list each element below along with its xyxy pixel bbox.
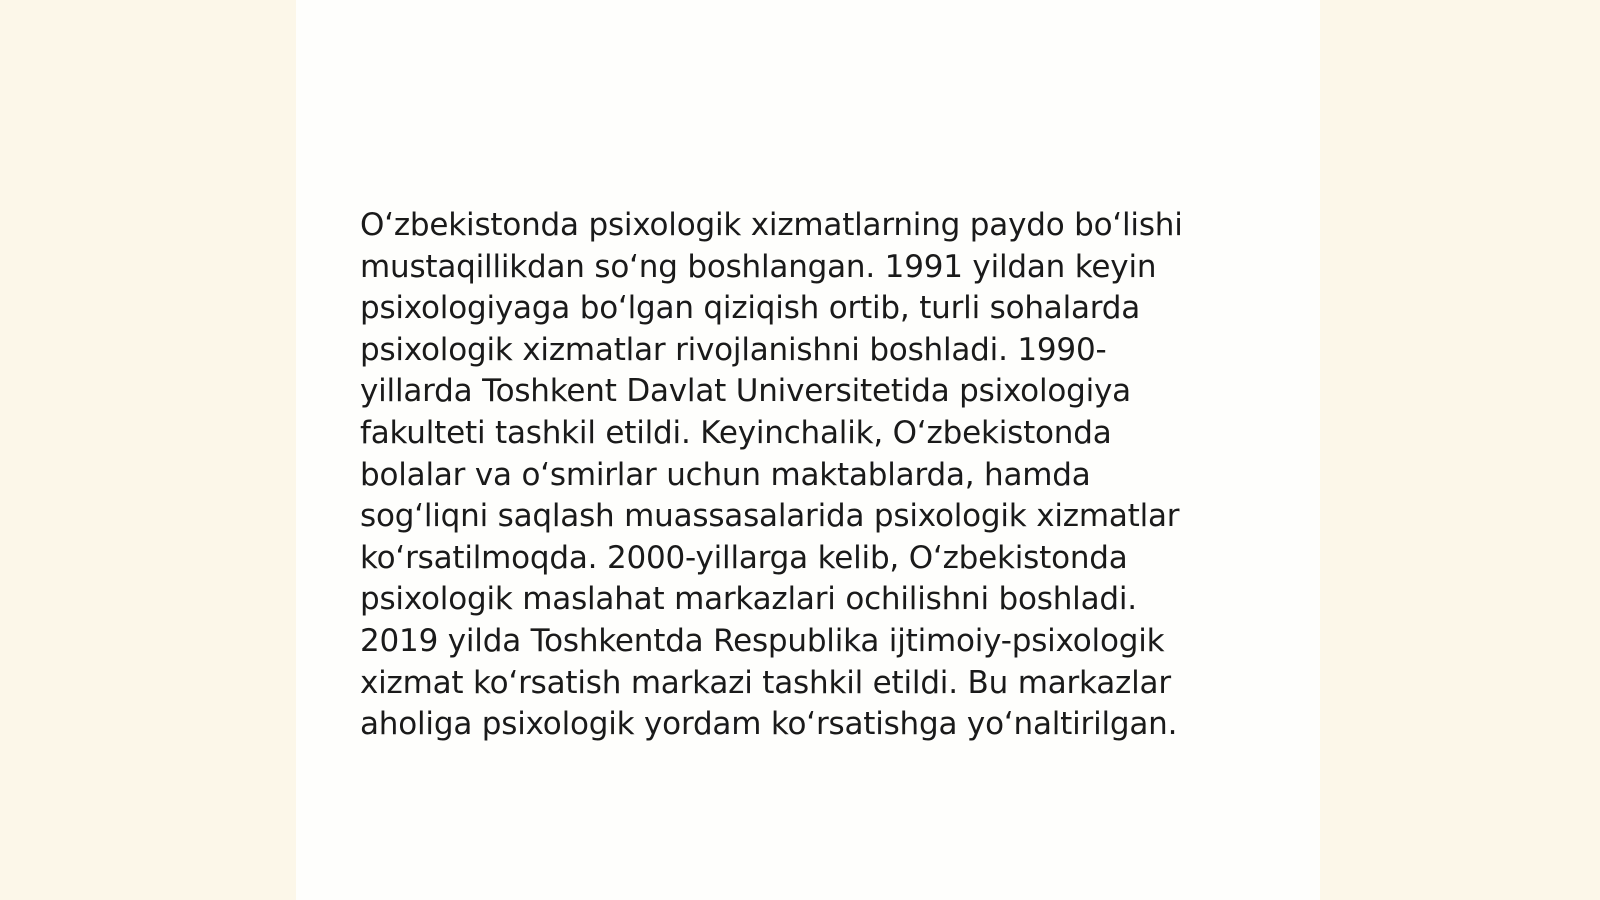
paragraph-line: ko‘rsatilmoqda. 2000-yillarga kelib, O‘zbekistonda <box>360 539 1128 576</box>
paragraph-line: bolalar va o‘smirlar uchun maktablarda, hamda <box>360 456 1091 493</box>
paragraph-line: yillarda Toshkent Davlat Universitetida psixologiya <box>360 373 1131 410</box>
paragraph-line: psixologik xizmatlar rivojlanishni boshladi. 1990- <box>360 331 1107 368</box>
right-page-margin <box>1320 0 1600 900</box>
paragraph-line: mustaqillikdan so‘ng boshlangan. 1991 yildan keyin <box>360 248 1157 285</box>
paragraph-line: 2019 yilda Toshkentda Respublika ijtimoiy-psixologik <box>360 622 1165 659</box>
paragraph-line: psixologik maslahat markazlari ochilishni boshladi. <box>360 581 1137 618</box>
paragraph-line: O‘zbekistonda psixologik xizmatlarning paydo bo‘lishi <box>360 207 1183 243</box>
left-page-margin <box>0 0 296 900</box>
paragraph-line: psixologiyaga bo‘lgan qiziqish ortib, turli sohalarda <box>360 290 1141 327</box>
paragraph-line: sog‘liqni saqlash muassasalarida psixologik xizmatlar <box>360 498 1180 535</box>
body-paragraph <box>360 205 1260 746</box>
paragraph-line: xizmat ko‘rsatish markazi tashkil etildi. Bu markazlar <box>360 664 1171 701</box>
paragraph-line: aholiga psixologik yordam ko‘rsatishga yo‘naltirilgan. <box>360 706 1178 743</box>
slide-page <box>296 0 1320 900</box>
paragraph-line: fakulteti tashkil etildi. Keyinchalik, O‘zbekistonda <box>360 414 1112 451</box>
